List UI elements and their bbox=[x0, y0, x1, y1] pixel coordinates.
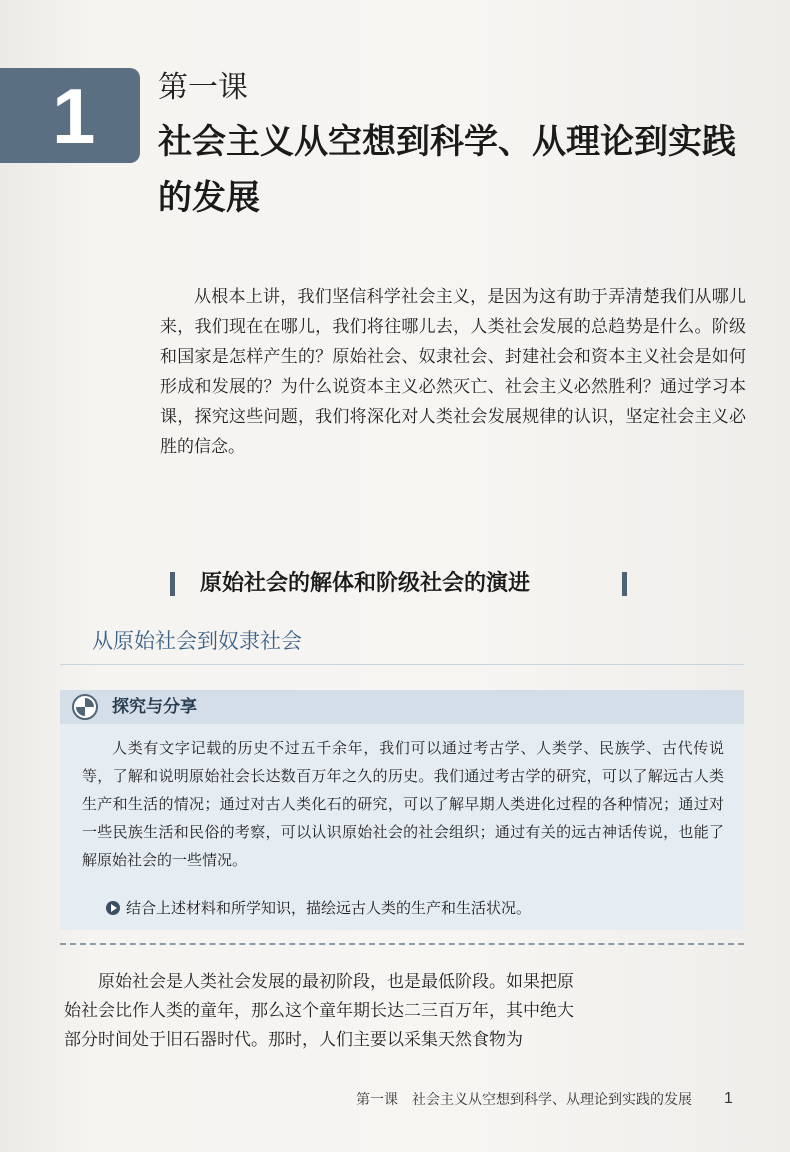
body-paragraph: 原始社会是人类社会发展的最初阶段，也是最低阶段。如果把原始社会比作人类的童年，那么这个童年期长达二三百万年，其中绝大部分时间处于旧石器时代。那时，人们主要以采集天然食物为 bbox=[64, 972, 574, 1050]
explore-header bbox=[60, 690, 744, 724]
explore-title: 探究与分享 bbox=[112, 697, 197, 717]
page-number: 1 bbox=[724, 1090, 733, 1107]
play-bullet-icon bbox=[106, 901, 120, 915]
section-bar-left bbox=[170, 572, 175, 596]
lesson-number: 1 bbox=[52, 72, 96, 160]
dashed-divider bbox=[60, 943, 744, 945]
lesson-number-block bbox=[0, 68, 140, 163]
footer-lesson-title: 第一课 社会主义从空想到科学、从理论到实践的发展 bbox=[356, 1092, 692, 1108]
subsection-divider bbox=[60, 664, 744, 665]
explore-share-box bbox=[60, 690, 744, 930]
section-heading bbox=[170, 566, 630, 602]
subsection-title: 从原始社会到奴隶社会 bbox=[92, 629, 302, 653]
explore-text: 人类有文字记载的历史不过五千余年，我们可以通过考古学、人类学、民族学、古代传说等，了解和说明原始社会长达数百万年之久的历史。我们通过考古学的研究，可以了解远古人类生产和生活的情况；通过对古人类化石的研究，可以了解早期人类进化过程的各种情况；通过对一些民族生活和民俗的考察，可以认识原始社会的社会组织；通过有关的远古神话传说，也能了解原始社会的一些情况。 bbox=[82, 739, 724, 869]
explore-task-text: 结合上述材料和所学知识，描绘远古人类的生产和生活状况。 bbox=[126, 899, 532, 917]
intro-paragraph: 从根本上讲，我们坚信科学社会主义，是因为这有助于弄清楚我们从哪儿来，我们现在在哪儿，我们将往哪儿去，人类社会发展的总趋势是什么。阶级和国家是怎样产生的？原始社会、奴隶社会、封建社会和资本主义社会是如何形成和发展的？为什么说资本主义必然灭亡、社会主义必然胜利？通过学习本课，探究这些问题，我们将深化对人类社会发展规律的认识，坚定社会主义必胜的信念。 bbox=[160, 287, 746, 457]
section-bar-right bbox=[622, 572, 627, 596]
section-title: 原始社会的解体和阶级社会的演进 bbox=[200, 571, 531, 596]
lesson-title: 社会主义从空想到科学、从理论到实践的发展 bbox=[158, 122, 736, 218]
explore-icon bbox=[72, 694, 98, 720]
lesson-label: 第一课 bbox=[158, 70, 248, 105]
